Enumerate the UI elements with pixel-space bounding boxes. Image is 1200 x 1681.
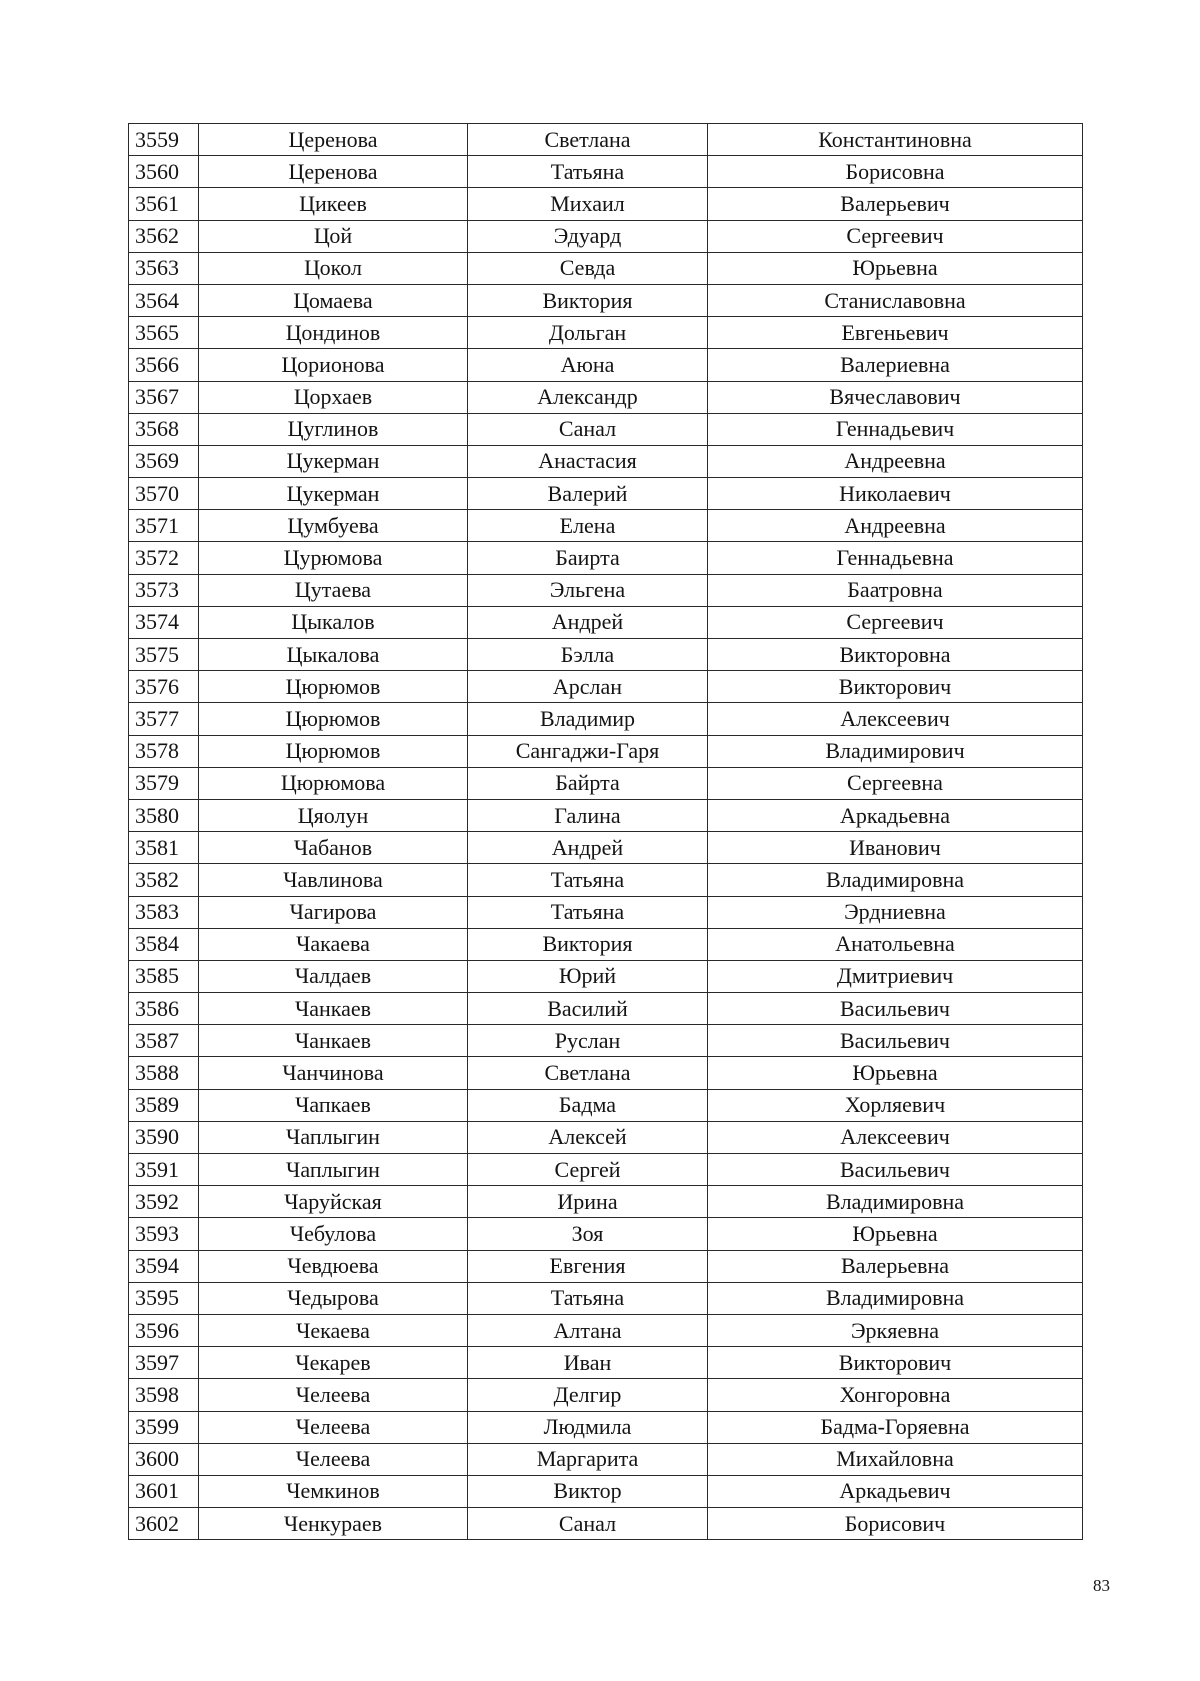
first-name-cell: Алтана — [468, 1314, 708, 1346]
table-row — [129, 1411, 1083, 1443]
table-row — [129, 1475, 1083, 1507]
first-name-cell: Татьяна — [468, 896, 708, 928]
row-number-cell: 3573 — [129, 574, 199, 606]
patronymic-cell: Баатровна — [708, 574, 1083, 606]
first-name-cell: Татьяна — [468, 1282, 708, 1314]
first-name-cell: Валерий — [468, 478, 708, 510]
first-name-cell: Михаил — [468, 188, 708, 220]
row-number-cell: 3562 — [129, 220, 199, 252]
patronymic-cell: Викторович — [708, 671, 1083, 703]
table-row — [129, 1314, 1083, 1346]
row-number-cell: 3602 — [129, 1508, 199, 1540]
first-name-cell: Василий — [468, 993, 708, 1025]
row-number-cell: 3591 — [129, 1154, 199, 1186]
row-number-cell: 3580 — [129, 799, 199, 831]
patronymic-cell: Борисовна — [708, 156, 1083, 188]
table-row — [129, 1186, 1083, 1218]
table-row — [129, 124, 1083, 156]
surname-cell: Цюрюмов — [199, 735, 468, 767]
table-row — [129, 767, 1083, 799]
surname-cell: Церенова — [199, 156, 468, 188]
first-name-cell: Бадма — [468, 1089, 708, 1121]
row-number-cell: 3566 — [129, 349, 199, 381]
surname-cell: Челеева — [199, 1443, 468, 1475]
first-name-cell: Байрта — [468, 767, 708, 799]
patronymic-cell: Борисович — [708, 1508, 1083, 1540]
table-row — [129, 735, 1083, 767]
row-number-cell: 3560 — [129, 156, 199, 188]
surname-cell: Ченкураев — [199, 1508, 468, 1540]
patronymic-cell: Евгеньевич — [708, 317, 1083, 349]
patronymic-cell: Алексеевич — [708, 703, 1083, 735]
patronymic-cell: Юрьевна — [708, 252, 1083, 284]
table-row — [129, 317, 1083, 349]
table-row — [129, 1250, 1083, 1282]
first-name-cell: Галина — [468, 799, 708, 831]
table-row — [129, 1282, 1083, 1314]
row-number-cell: 3592 — [129, 1186, 199, 1218]
surname-cell: Цюрюмова — [199, 767, 468, 799]
table-row — [129, 1379, 1083, 1411]
row-number-cell: 3571 — [129, 510, 199, 542]
first-name-cell: Баирта — [468, 542, 708, 574]
surname-cell: Чалдаев — [199, 960, 468, 992]
patronymic-cell: Валерьевна — [708, 1250, 1083, 1282]
surname-cell: Чавлинова — [199, 864, 468, 896]
table-row — [129, 703, 1083, 735]
row-number-cell: 3559 — [129, 124, 199, 156]
first-name-cell: Делгир — [468, 1379, 708, 1411]
patronymic-cell: Сергеевна — [708, 767, 1083, 799]
row-number-cell: 3599 — [129, 1411, 199, 1443]
surname-cell: Чанчинова — [199, 1057, 468, 1089]
table-row — [129, 1057, 1083, 1089]
surname-cell: Цорионова — [199, 349, 468, 381]
table-row — [129, 542, 1083, 574]
surname-cell: Цюрюмов — [199, 671, 468, 703]
row-number-cell: 3582 — [129, 864, 199, 896]
patronymic-cell: Иванович — [708, 832, 1083, 864]
first-name-cell: Евгения — [468, 1250, 708, 1282]
table-row — [129, 1154, 1083, 1186]
row-number-cell: 3585 — [129, 960, 199, 992]
first-name-cell: Эдуард — [468, 220, 708, 252]
surname-cell: Цюрюмов — [199, 703, 468, 735]
row-number-cell: 3595 — [129, 1282, 199, 1314]
row-number-cell: 3577 — [129, 703, 199, 735]
table-row — [129, 445, 1083, 477]
patronymic-cell: Аркадьевич — [708, 1475, 1083, 1507]
patronymic-cell: Геннадьевна — [708, 542, 1083, 574]
patronymic-cell: Алексеевич — [708, 1121, 1083, 1153]
surname-cell: Чанкаев — [199, 1025, 468, 1057]
row-number-cell: 3594 — [129, 1250, 199, 1282]
table-row — [129, 1508, 1083, 1540]
first-name-cell: Алексей — [468, 1121, 708, 1153]
surname-cell: Чаплыгин — [199, 1154, 468, 1186]
table-row — [129, 349, 1083, 381]
patronymic-cell: Хорляевич — [708, 1089, 1083, 1121]
surname-cell: Чабанов — [199, 832, 468, 864]
first-name-cell: Севда — [468, 252, 708, 284]
first-name-cell: Анастасия — [468, 445, 708, 477]
first-name-cell: Светлана — [468, 124, 708, 156]
first-name-cell: Виктория — [468, 284, 708, 316]
table-row — [129, 574, 1083, 606]
patronymic-cell: Эркяевна — [708, 1314, 1083, 1346]
table-row — [129, 671, 1083, 703]
row-number-cell: 3569 — [129, 445, 199, 477]
table-row — [129, 284, 1083, 316]
patronymic-cell: Владимировна — [708, 1282, 1083, 1314]
patronymic-cell: Валерьевич — [708, 188, 1083, 220]
surname-cell: Цукерман — [199, 445, 468, 477]
surname-cell: Челеева — [199, 1411, 468, 1443]
table-row — [129, 510, 1083, 542]
table-row — [129, 478, 1083, 510]
patronymic-cell: Геннадьевич — [708, 413, 1083, 445]
table-row — [129, 993, 1083, 1025]
row-number-cell: 3597 — [129, 1347, 199, 1379]
table-row — [129, 1025, 1083, 1057]
row-number-cell: 3590 — [129, 1121, 199, 1153]
patronymic-cell: Владимировна — [708, 1186, 1083, 1218]
first-name-cell: Александр — [468, 381, 708, 413]
table-row — [129, 188, 1083, 220]
table-row — [129, 1347, 1083, 1379]
table-row — [129, 832, 1083, 864]
patronymic-cell: Хонгоровна — [708, 1379, 1083, 1411]
surname-cell: Чемкинов — [199, 1475, 468, 1507]
patronymic-cell: Николаевич — [708, 478, 1083, 510]
first-name-cell: Виктор — [468, 1475, 708, 1507]
table-row — [129, 252, 1083, 284]
table-row — [129, 156, 1083, 188]
surname-cell: Цукерман — [199, 478, 468, 510]
first-name-cell: Юрий — [468, 960, 708, 992]
patronymic-cell: Валериевна — [708, 349, 1083, 381]
row-number-cell: 3576 — [129, 671, 199, 703]
row-number-cell: 3601 — [129, 1475, 199, 1507]
surname-cell: Чагирова — [199, 896, 468, 928]
patronymic-cell: Викторовна — [708, 639, 1083, 671]
row-number-cell: 3575 — [129, 639, 199, 671]
table-row — [129, 960, 1083, 992]
surname-cell: Цомаева — [199, 284, 468, 316]
patronymic-cell: Васильевич — [708, 993, 1083, 1025]
table-row — [129, 606, 1083, 638]
table-row — [129, 864, 1083, 896]
row-number-cell: 3579 — [129, 767, 199, 799]
table-row — [129, 413, 1083, 445]
surname-cell: Цыкалов — [199, 606, 468, 638]
first-name-cell: Эльгена — [468, 574, 708, 606]
first-name-cell: Татьяна — [468, 864, 708, 896]
surname-cell: Чебулова — [199, 1218, 468, 1250]
row-number-cell: 3583 — [129, 896, 199, 928]
first-name-cell: Зоя — [468, 1218, 708, 1250]
surname-cell: Цяолун — [199, 799, 468, 831]
surname-cell: Чаплыгин — [199, 1121, 468, 1153]
surname-cell: Чекаева — [199, 1314, 468, 1346]
patronymic-cell: Вячеславович — [708, 381, 1083, 413]
surname-cell: Цурюмова — [199, 542, 468, 574]
patronymic-cell: Викторович — [708, 1347, 1083, 1379]
roster-table-body — [129, 124, 1083, 1540]
first-name-cell: Ирина — [468, 1186, 708, 1218]
surname-cell: Чедырова — [199, 1282, 468, 1314]
row-number-cell: 3574 — [129, 606, 199, 638]
first-name-cell: Виктория — [468, 928, 708, 960]
patronymic-cell: Бадма-Горяевна — [708, 1411, 1083, 1443]
patronymic-cell: Аркадьевна — [708, 799, 1083, 831]
surname-cell: Чапкаев — [199, 1089, 468, 1121]
surname-cell: Цутаева — [199, 574, 468, 606]
first-name-cell: Иван — [468, 1347, 708, 1379]
row-number-cell: 3570 — [129, 478, 199, 510]
row-number-cell: 3572 — [129, 542, 199, 574]
roster-table — [128, 123, 1083, 1540]
surname-cell: Цумбуева — [199, 510, 468, 542]
patronymic-cell: Владимирович — [708, 735, 1083, 767]
table-row — [129, 896, 1083, 928]
row-number-cell: 3564 — [129, 284, 199, 316]
surname-cell: Цокол — [199, 252, 468, 284]
patronymic-cell: Васильевич — [708, 1025, 1083, 1057]
row-number-cell: 3581 — [129, 832, 199, 864]
first-name-cell: Сергей — [468, 1154, 708, 1186]
patronymic-cell: Эрдниевна — [708, 896, 1083, 928]
first-name-cell: Татьяна — [468, 156, 708, 188]
surname-cell: Цондинов — [199, 317, 468, 349]
first-name-cell: Дольган — [468, 317, 708, 349]
surname-cell: Цорхаев — [199, 381, 468, 413]
row-number-cell: 3584 — [129, 928, 199, 960]
surname-cell: Чевдюева — [199, 1250, 468, 1282]
table-row — [129, 1089, 1083, 1121]
table-row — [129, 639, 1083, 671]
first-name-cell: Аюна — [468, 349, 708, 381]
first-name-cell: Владимир — [468, 703, 708, 735]
surname-cell: Цыкалова — [199, 639, 468, 671]
table-row — [129, 1121, 1083, 1153]
surname-cell: Челеева — [199, 1379, 468, 1411]
row-number-cell: 3588 — [129, 1057, 199, 1089]
patronymic-cell: Андреевна — [708, 510, 1083, 542]
surname-cell: Чаруйская — [199, 1186, 468, 1218]
patronymic-cell: Юрьевна — [708, 1057, 1083, 1089]
patronymic-cell: Анатольевна — [708, 928, 1083, 960]
surname-cell: Чанкаев — [199, 993, 468, 1025]
patronymic-cell: Михайловна — [708, 1443, 1083, 1475]
first-name-cell: Арслан — [468, 671, 708, 703]
table-row — [129, 381, 1083, 413]
patronymic-cell: Константиновна — [708, 124, 1083, 156]
patronymic-cell: Станиславовна — [708, 284, 1083, 316]
row-number-cell: 3593 — [129, 1218, 199, 1250]
patronymic-cell: Андреевна — [708, 445, 1083, 477]
patronymic-cell: Сергеевич — [708, 220, 1083, 252]
row-number-cell: 3563 — [129, 252, 199, 284]
row-number-cell: 3587 — [129, 1025, 199, 1057]
patronymic-cell: Сергеевич — [708, 606, 1083, 638]
patronymic-cell: Владимировна — [708, 864, 1083, 896]
row-number-cell: 3586 — [129, 993, 199, 1025]
surname-cell: Чакаева — [199, 928, 468, 960]
patronymic-cell: Васильевич — [708, 1154, 1083, 1186]
first-name-cell: Санал — [468, 413, 708, 445]
patronymic-cell: Юрьевна — [708, 1218, 1083, 1250]
first-name-cell: Бэлла — [468, 639, 708, 671]
first-name-cell: Людмила — [468, 1411, 708, 1443]
row-number-cell: 3565 — [129, 317, 199, 349]
first-name-cell: Маргарита — [468, 1443, 708, 1475]
table-row — [129, 1218, 1083, 1250]
row-number-cell: 3596 — [129, 1314, 199, 1346]
table-row — [129, 1443, 1083, 1475]
patronymic-cell: Дмитриевич — [708, 960, 1083, 992]
row-number-cell: 3600 — [129, 1443, 199, 1475]
row-number-cell: 3567 — [129, 381, 199, 413]
first-name-cell: Санал — [468, 1508, 708, 1540]
row-number-cell: 3598 — [129, 1379, 199, 1411]
surname-cell: Цуглинов — [199, 413, 468, 445]
row-number-cell: 3578 — [129, 735, 199, 767]
first-name-cell: Андрей — [468, 606, 708, 638]
surname-cell: Цикеев — [199, 188, 468, 220]
first-name-cell: Сангаджи-Гаря — [468, 735, 708, 767]
first-name-cell: Елена — [468, 510, 708, 542]
first-name-cell: Светлана — [468, 1057, 708, 1089]
row-number-cell: 3561 — [129, 188, 199, 220]
row-number-cell: 3568 — [129, 413, 199, 445]
surname-cell: Чекарев — [199, 1347, 468, 1379]
table-row — [129, 220, 1083, 252]
table-row — [129, 799, 1083, 831]
table-row — [129, 928, 1083, 960]
first-name-cell: Руслан — [468, 1025, 708, 1057]
surname-cell: Цой — [199, 220, 468, 252]
surname-cell: Церенова — [199, 124, 468, 156]
page-number: 83 — [1093, 1576, 1110, 1595]
row-number-cell: 3589 — [129, 1089, 199, 1121]
first-name-cell: Андрей — [468, 832, 708, 864]
